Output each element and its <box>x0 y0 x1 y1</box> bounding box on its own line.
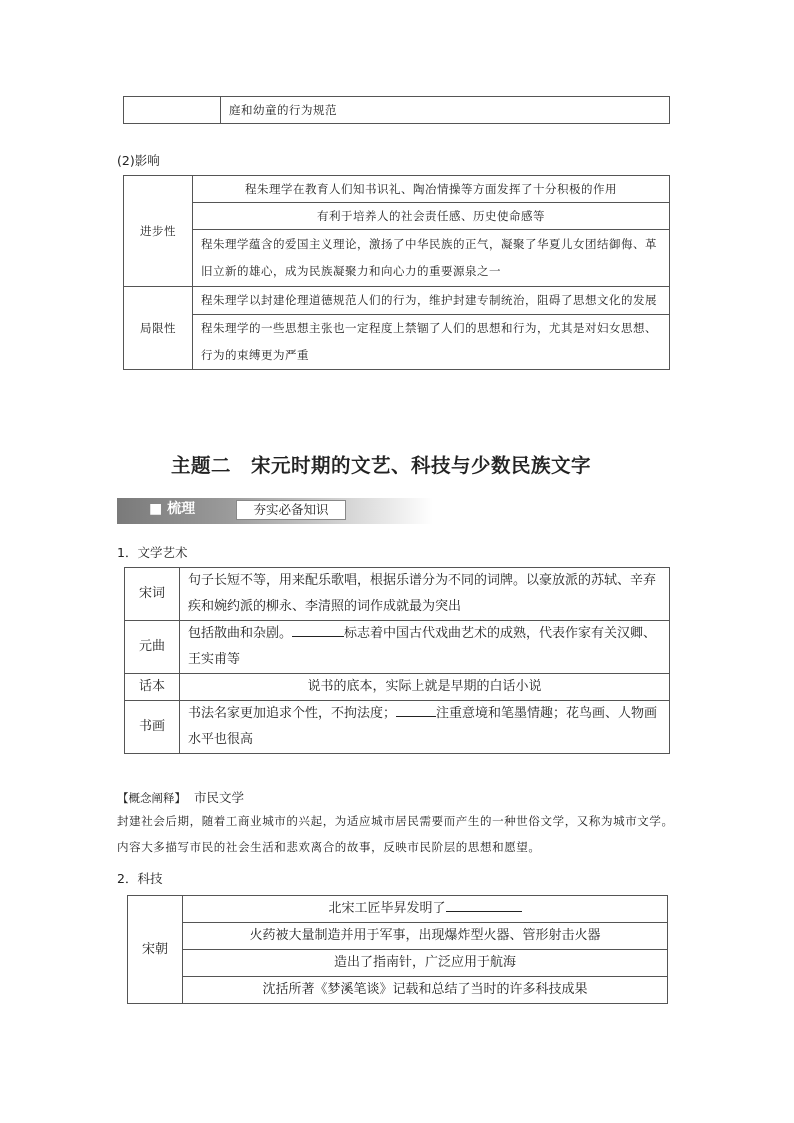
technology-row: 沈括所著《梦溪笔谈》记载和总结了当时的许多科技成果 <box>183 977 668 1004</box>
literature-label: 书画 <box>125 701 180 754</box>
literature-label: 宋词 <box>125 568 180 621</box>
concept-heading <box>117 788 244 806</box>
continuation-table <box>123 96 670 124</box>
progress-row: 有利于培养人的社会责任感、历史使命感等 <box>193 203 670 230</box>
influence-table <box>123 175 670 370</box>
literature-table <box>124 567 670 754</box>
technology-row: 火药被大量制造并用于军事，出现爆炸型火器、管形射击火器 <box>183 923 668 950</box>
literature-text: 书法名家更加追求个性，不拘法度； 注重意境和笔墨情趣；花鸟画、人物画水平也很高 <box>180 701 670 754</box>
progress-label: 进步性 <box>124 176 193 287</box>
concept-body: 封建社会后期，随着工商业城市的兴起，为适应城市居民需要而产生的一种世俗文学，又称为城市文学。内容大多描写市民的社会生活和悲欢离合的故事，反映市民阶层的思想和愿望。 <box>117 814 674 854</box>
dynasty-label: 宋朝 <box>128 896 183 1004</box>
technology-row: 造出了指南针，广泛应用于航海 <box>183 950 668 977</box>
literature-text: 句子长短不等，用来配乐歌唱，根据乐谱分为不同的词牌。以豪放派的苏轼、辛弃疾和婉约派的柳永、李清照的词作成就最为突出 <box>180 568 670 621</box>
literature-label: 话本 <box>125 674 180 701</box>
literature-label: 元曲 <box>125 621 180 674</box>
section1-heading: 1．文学艺术 <box>117 545 188 560</box>
limit-row: 程朱理学以封建伦理道德规范人们的行为，维护封建专制统治，阻碍了思想文化的发展 <box>193 287 670 315</box>
limit-label: 局限性 <box>124 287 193 370</box>
fill-blank[interactable] <box>446 897 522 912</box>
concept-tag: 【概念阐释】 <box>117 791 186 805</box>
literature-text: 包括散曲和杂剧。 标志着中国古代戏曲艺术的成熟，代表作家有关汉卿、王实甫等 <box>180 621 670 674</box>
continuation-label-cell <box>124 97 221 124</box>
fill-blank[interactable] <box>292 622 344 637</box>
fill-blank[interactable] <box>396 702 436 717</box>
continuation-text: 庭和幼童的行为规范 <box>221 97 670 124</box>
technology-table <box>127 895 668 1004</box>
theme-title: 主题二 宋元时期的文艺、科技与少数民族文字 <box>171 454 592 477</box>
banner-label: ■ 梳理 <box>149 501 196 517</box>
progress-row: 程朱理学蕴含的爱国主义理论，激扬了中华民族的正气，凝聚了华夏儿女团结御侮、革旧立新的雄心，成为民族凝聚力和向心力的重要源泉之一 <box>193 230 670 287</box>
influence-heading: (2)影响 <box>117 153 160 168</box>
limit-row: 程朱理学的一些思想主张也一定程度上禁锢了人们的思想和行为，尤其是对妇女思想、行为的束缚更为严重 <box>193 315 670 370</box>
concept-term: 市民文学 <box>193 790 244 805</box>
technology-row: 北宋工匠毕昇发明了 <box>183 896 668 923</box>
section2-heading: 2．科技 <box>117 871 163 886</box>
literature-text: 说书的底本，实际上就是早期的白话小说 <box>180 674 670 701</box>
progress-row: 程朱理学在教育人们知书识礼、陶冶情操等方面发挥了十分积极的作用 <box>193 176 670 203</box>
banner-subtitle: 夯实必备知识 <box>236 500 346 520</box>
